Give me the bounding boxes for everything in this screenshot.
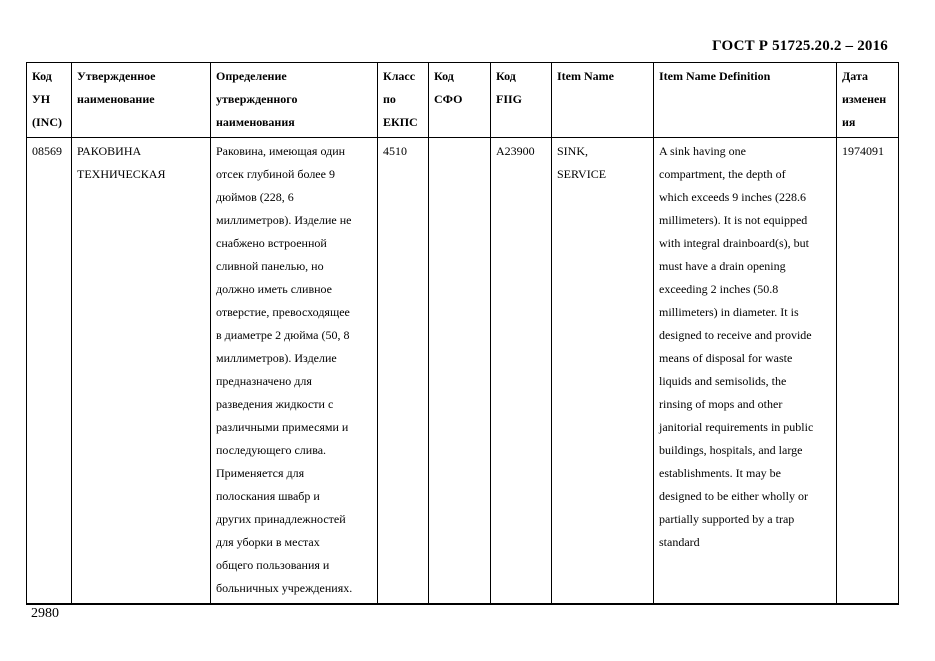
page-number: 2980 <box>31 606 59 621</box>
cell-fiig-code: A23900 <box>491 138 552 605</box>
cell-change-date: 1974091 <box>837 138 899 605</box>
cell-item-name-definition: A sink having one compartment, the depth of which exceeds 9 inches (228.6 millimeters). It is not equipped with integral drainboard(s), but must have a drain opening exceeding 2 inches (50.8 millimeters) in diameter. It is designed to receive and provide means of disposal for waste liquids and semisolids, the rinsing of mops and other janitorial requirements in public buildings, hospitals, and large establishments. It may be designed to be either wholly or partially supported by a trap standard <box>654 138 837 605</box>
table-row <box>27 138 899 605</box>
table-header-row <box>27 63 899 138</box>
col-header-fiig-code: Код FIIG <box>491 63 552 138</box>
col-header-item-name: Item Name <box>552 63 654 138</box>
col-header-change-date: Дата изменен ия <box>837 63 899 138</box>
cell-ekps-class: 4510 <box>378 138 429 605</box>
document-title: ГОСТ Р 51725.20.2 – 2016 <box>712 38 888 54</box>
col-header-ekps-class: Класс по ЕКПС <box>378 63 429 138</box>
col-header-definition: Определение утвержденного наименования <box>211 63 378 138</box>
cell-item-name: SINK, SERVICE <box>552 138 654 605</box>
cell-definition-ru: Раковина, имеющая один отсек глубиной более 9 дюймов (228, 6 миллиметров). Изделие не снабжено встроенной сливной панелью, но должно иметь сливное отверстие, превосходящее в диаметре 2 дюйма (50, 8 миллиметров). Изделие предназначено для разведения жидкости с различными примесями и последующего слива. Применяется для полоскания швабр и других принадлежностей для уборки в местах общего пользования и больничных учреждениях. <box>211 138 378 605</box>
cell-sfo-code <box>429 138 491 605</box>
col-header-approved-name: Утвержденное наименование <box>72 63 211 138</box>
col-header-inc: Код УН (INC) <box>27 63 72 138</box>
nomenclature-table <box>26 62 899 605</box>
cell-approved-name: РАКОВИНА ТЕХНИЧЕСКАЯ <box>72 138 211 605</box>
col-header-item-name-definition: Item Name Definition <box>654 63 837 138</box>
cell-inc: 08569 <box>27 138 72 605</box>
col-header-sfo-code: Код СФО <box>429 63 491 138</box>
